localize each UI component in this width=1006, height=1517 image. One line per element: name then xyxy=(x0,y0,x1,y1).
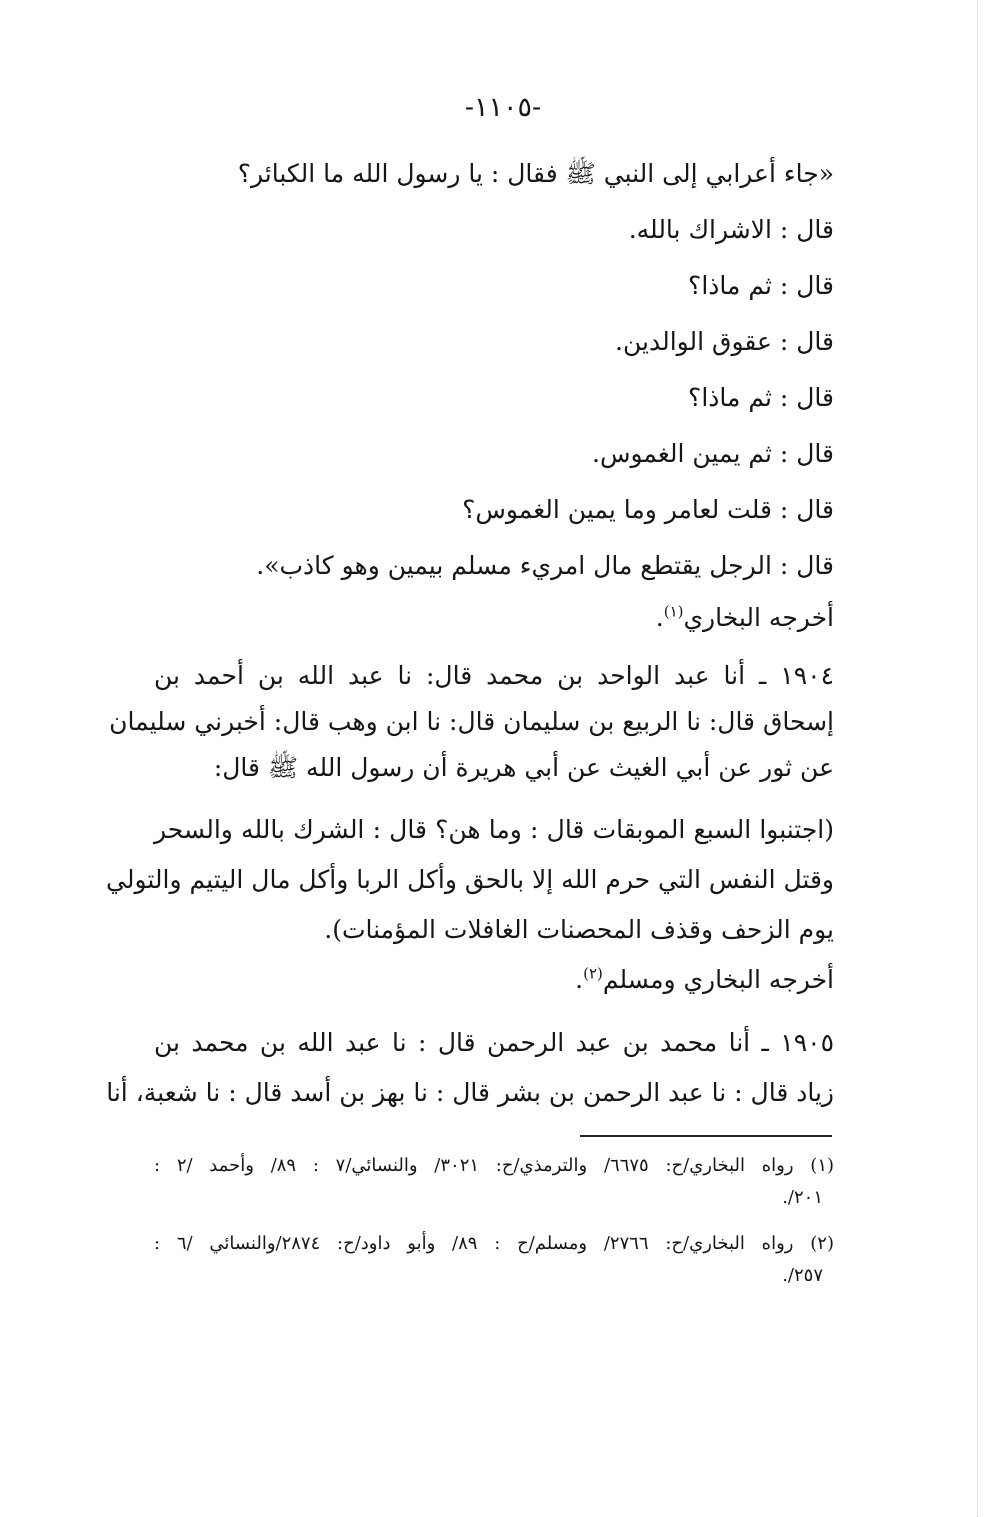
hadith-1905-line-1: ١٩٠٥ ـ أنا محمد بن عبد الرحمن قال : نا عبد الله بن محمد بن xyxy=(154,1028,834,1057)
text-line-6: قال : ثم يمين الغموس. xyxy=(592,439,834,468)
footnote-ref-2: (٢) xyxy=(583,964,603,983)
footnote-2-line-2: ٢٥٧/. xyxy=(782,1265,823,1286)
scan-edge-line xyxy=(977,0,978,1517)
citation-period: . xyxy=(655,603,664,632)
hadith-1904-text-line-3: يوم الزحف وقذف المحصنات الغافلات المؤمنات). xyxy=(324,915,834,944)
text-line-7: قال : قلت لعامر وما يمين الغموس؟ xyxy=(462,495,834,524)
page-number: -١١٠٥- xyxy=(464,92,542,123)
footnote-2-line-1: (٢) رواه البخاري/ح: ٢٧٦٦/ ومسلم/ح : ٨٩/ وأبو داود/ح: ٢٨٧٤/والنسائي /٦ : xyxy=(154,1233,834,1254)
hadith-1904-line-2: إسحاق قال: نا الربيع بن سليمان قال: نا ابن وهب قال: أخبرني سليمان xyxy=(109,707,834,736)
text-line-1: «جاء أعرابي إلى النبي ﷺ فقال : يا رسول الله ما الكبائر؟ xyxy=(237,159,834,188)
footnote-1-line-1: (١) رواه البخاري/ح: ٦٦٧٥/ والترمذي/ح: ٣٠٢١/ والنسائي/٧ : ٨٩/ وأحمد /٢ : xyxy=(154,1155,835,1176)
hadith-1904-line-3: عن ثور عن أبي الغيث عن أبي هريرة أن رسول الله ﷺ قال: xyxy=(213,753,834,782)
footnote-separator xyxy=(580,1135,832,1137)
footnote-1-line-2: ٢٠١/. xyxy=(782,1187,823,1208)
citation-line-2 xyxy=(575,963,834,997)
hadith-1904-text-line-1: (اجتنبوا السبع الموبقات قال : وما هن؟ قال : الشرك بالله والسحر xyxy=(154,815,834,844)
citation-text: أخرجه البخاري ومسلم xyxy=(602,965,834,994)
text-line-5: قال : ثم ماذا؟ xyxy=(688,383,834,412)
citation-line-1 xyxy=(656,601,834,635)
text-line-3: قال : ثم ماذا؟ xyxy=(688,271,834,300)
hadith-1905-line-2: زياد قال : نا عبد الرحمن بن بشر قال : نا بهز بن أسد قال : نا شعبة، أنا xyxy=(106,1078,834,1107)
citation-text: أخرجه البخاري xyxy=(683,603,834,632)
text-line-2: قال : الاشراك بالله. xyxy=(628,215,834,244)
hadith-1904-text-line-2: وقتل النفس التي حرم الله إلا بالحق وأكل الربا وأكل مال اليتيم والتولي xyxy=(106,865,834,894)
text-line-4: قال : عقوق الوالدين. xyxy=(615,327,834,356)
citation-period: . xyxy=(575,965,584,994)
text-line-8: قال : الرجل يقتطع مال امريء مسلم بيمين وهو كاذب». xyxy=(256,551,834,580)
footnote-ref-1: (١) xyxy=(663,602,684,621)
hadith-1904-line-1: ١٩٠٤ ـ أنا عبد الواحد بن محمد قال: نا عبد الله بن أحمد بن xyxy=(154,661,834,690)
